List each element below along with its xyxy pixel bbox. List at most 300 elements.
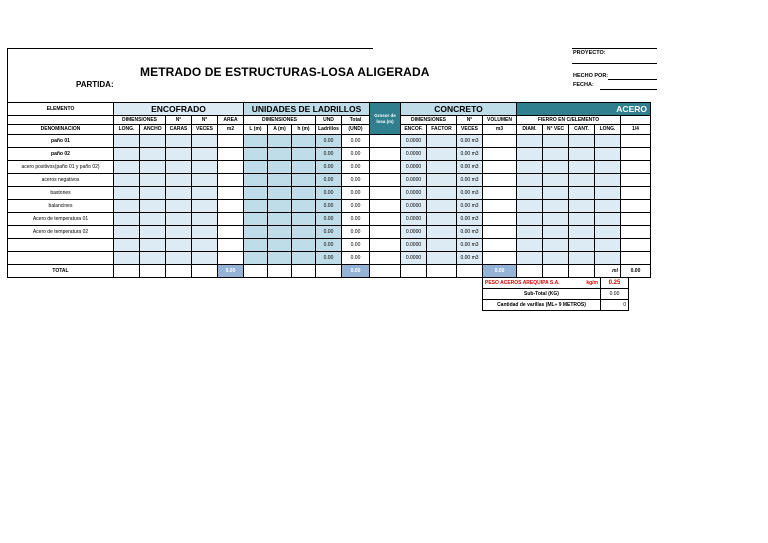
row-volumen: 0.00 m3 bbox=[457, 200, 483, 213]
table-cell bbox=[140, 161, 166, 174]
row-total: 0.00 bbox=[342, 226, 370, 239]
table-cell bbox=[218, 239, 244, 252]
table-cell bbox=[569, 226, 595, 239]
table-cell bbox=[517, 161, 543, 174]
table-cell bbox=[370, 200, 401, 213]
table-cell bbox=[292, 148, 316, 161]
h-ancho: ANCHO bbox=[140, 125, 166, 135]
group-concreto: CONCRETO bbox=[401, 103, 517, 116]
table-cell bbox=[114, 252, 140, 265]
table-cell bbox=[543, 226, 569, 239]
table-cell bbox=[543, 148, 569, 161]
row-volumen: 0.00 m3 bbox=[457, 252, 483, 265]
total-volumen: 0.00 bbox=[483, 265, 517, 278]
row-label: Acero de temperatura 01 bbox=[8, 213, 114, 226]
table-cell bbox=[569, 161, 595, 174]
table-cell bbox=[621, 226, 651, 239]
partida-label: PARTIDA: bbox=[76, 80, 114, 89]
table-cell bbox=[483, 148, 517, 161]
table-cell bbox=[114, 200, 140, 213]
row-label: paño 02 bbox=[8, 148, 114, 161]
table-cell bbox=[292, 187, 316, 200]
table-cell bbox=[292, 161, 316, 174]
table-cell bbox=[244, 252, 268, 265]
table-cell bbox=[268, 161, 292, 174]
table-cell bbox=[595, 226, 621, 239]
total-cell bbox=[192, 265, 218, 278]
row-factor: 0.0000 bbox=[401, 135, 427, 148]
table-cell bbox=[595, 200, 621, 213]
row-factor: 0.0000 bbox=[401, 226, 427, 239]
table-cell bbox=[427, 148, 457, 161]
row-total: 0.00 bbox=[342, 213, 370, 226]
group-grosor-losa bbox=[370, 103, 401, 135]
row-label: balancines bbox=[8, 200, 114, 213]
table-cell bbox=[370, 239, 401, 252]
table-cell bbox=[543, 161, 569, 174]
table-cell bbox=[569, 135, 595, 148]
row-ladrillos: 0.00 bbox=[316, 200, 342, 213]
group-unidades-ladrillos: UNIDADES DE LADRILLOS bbox=[244, 103, 370, 116]
varillas-label: Cantidad de varillas (ML÷ 9 METROS) bbox=[483, 300, 601, 311]
group-encofrado: ENCOFRADO bbox=[114, 103, 244, 116]
table-cell bbox=[192, 252, 218, 265]
table-row bbox=[8, 200, 651, 213]
row-factor: 0.0000 bbox=[401, 200, 427, 213]
row-ladrillos: 0.00 bbox=[316, 187, 342, 200]
total-cell bbox=[292, 265, 316, 278]
table-cell bbox=[595, 239, 621, 252]
group-acero: ACERO bbox=[517, 103, 651, 116]
table-cell bbox=[292, 200, 316, 213]
table-cell bbox=[370, 213, 401, 226]
table-cell bbox=[483, 187, 517, 200]
table-cell bbox=[543, 239, 569, 252]
table-cell bbox=[218, 226, 244, 239]
h-quarter: 1/4 bbox=[621, 125, 651, 135]
table-cell bbox=[621, 200, 651, 213]
table-cell bbox=[543, 200, 569, 213]
row-volumen: 0.00 m3 bbox=[457, 135, 483, 148]
sub-und: UND bbox=[316, 116, 342, 125]
table-cell bbox=[166, 187, 192, 200]
table-cell bbox=[140, 252, 166, 265]
total-cell bbox=[401, 265, 427, 278]
row-factor: 0.0000 bbox=[401, 239, 427, 252]
table-cell bbox=[166, 252, 192, 265]
table-cell bbox=[192, 226, 218, 239]
h-m2: m2 bbox=[218, 125, 244, 135]
table-cell bbox=[268, 135, 292, 148]
table-cell bbox=[427, 213, 457, 226]
table-cell bbox=[483, 200, 517, 213]
grosor-label: Grosor de losa (m) bbox=[374, 112, 396, 124]
hecho-por-label: HECHO POR: bbox=[573, 73, 609, 79]
table-cell bbox=[370, 187, 401, 200]
table-cell bbox=[114, 174, 140, 187]
table-cell bbox=[569, 148, 595, 161]
total-ladrillos: 0.00 bbox=[342, 265, 370, 278]
table-cell bbox=[427, 135, 457, 148]
table-cell bbox=[192, 174, 218, 187]
table-cell bbox=[268, 252, 292, 265]
h-h: h (m) bbox=[292, 125, 316, 135]
table-cell bbox=[244, 135, 268, 148]
row-volumen: 0.00 m3 bbox=[457, 226, 483, 239]
row-factor: 0.0000 bbox=[401, 161, 427, 174]
h-caras: CARAS bbox=[166, 125, 192, 135]
row-ladrillos: 0.00 bbox=[316, 148, 342, 161]
table-cell bbox=[543, 174, 569, 187]
table-cell bbox=[268, 213, 292, 226]
table-cell bbox=[569, 187, 595, 200]
table-cell bbox=[569, 239, 595, 252]
table-cell bbox=[569, 252, 595, 265]
table-cell bbox=[517, 252, 543, 265]
row-total: 0.00 bbox=[342, 135, 370, 148]
sub-dimensiones-ladrillos: DIMENSIONES bbox=[244, 116, 316, 125]
h-m3: m3 bbox=[483, 125, 517, 135]
h-cant: CANT. bbox=[569, 125, 595, 135]
table-cell bbox=[218, 135, 244, 148]
table-cell bbox=[140, 187, 166, 200]
table-cell bbox=[292, 213, 316, 226]
table-row bbox=[8, 135, 651, 148]
table-cell bbox=[114, 226, 140, 239]
table-row bbox=[8, 239, 651, 252]
total-ml-value: 0.00 bbox=[621, 265, 651, 278]
header-top-rule bbox=[7, 48, 373, 49]
table-cell bbox=[218, 187, 244, 200]
table-cell bbox=[483, 213, 517, 226]
table-cell bbox=[166, 148, 192, 161]
table-cell bbox=[244, 174, 268, 187]
h-long2: LONG. bbox=[595, 125, 621, 135]
table-cell bbox=[427, 200, 457, 213]
row-volumen: 0.00 m3 bbox=[457, 239, 483, 252]
denominacion-header: DENOMINACION bbox=[8, 125, 114, 135]
table-cell bbox=[517, 200, 543, 213]
row-label: aceros negativos bbox=[8, 174, 114, 187]
h-ladrillos: Ladrillos bbox=[316, 125, 342, 135]
row-ladrillos: 0.00 bbox=[316, 213, 342, 226]
table-cell bbox=[621, 213, 651, 226]
subtotal-value: 0.00 bbox=[601, 289, 629, 300]
row-volumen: 0.00 m3 bbox=[457, 174, 483, 187]
table-cell bbox=[114, 213, 140, 226]
table-cell bbox=[517, 213, 543, 226]
subtotal-label: Sub-Total (KG) bbox=[483, 289, 601, 300]
table-cell bbox=[166, 174, 192, 187]
table-cell bbox=[621, 135, 651, 148]
table-cell bbox=[166, 161, 192, 174]
table-cell bbox=[517, 187, 543, 200]
table-cell bbox=[569, 200, 595, 213]
table-cell bbox=[140, 200, 166, 213]
metrado-table bbox=[7, 102, 651, 278]
total-cell bbox=[517, 265, 543, 278]
table-cell bbox=[569, 174, 595, 187]
row-factor: 0.0000 bbox=[401, 187, 427, 200]
table-row bbox=[8, 174, 651, 187]
row-ladrillos: 0.00 bbox=[316, 252, 342, 265]
h-veces: VECES bbox=[192, 125, 218, 135]
total-label: TOTAL bbox=[8, 265, 114, 278]
row-factor: 0.0000 bbox=[401, 213, 427, 226]
table-cell bbox=[244, 161, 268, 174]
table-cell bbox=[517, 135, 543, 148]
h-und: (UND) bbox=[342, 125, 370, 135]
peso-aceros-value: 0.25 bbox=[601, 278, 629, 289]
row-total: 0.00 bbox=[342, 200, 370, 213]
peso-aceros-label bbox=[483, 278, 601, 289]
table-cell bbox=[427, 187, 457, 200]
row-factor: 0.0000 bbox=[401, 174, 427, 187]
table-cell bbox=[427, 252, 457, 265]
total-ml-label: ml bbox=[595, 265, 621, 278]
h-factor: FACTOR bbox=[427, 125, 457, 135]
sub-area: AREA bbox=[218, 116, 244, 125]
table-cell bbox=[370, 226, 401, 239]
h-nvec: N° VEC bbox=[543, 125, 569, 135]
table-cell bbox=[140, 213, 166, 226]
sub-n-veces: N° bbox=[192, 116, 218, 125]
total-cell bbox=[166, 265, 192, 278]
row-label: Acero de temperatura 02 bbox=[8, 226, 114, 239]
table-cell bbox=[140, 226, 166, 239]
total-area: 0.00 bbox=[218, 265, 244, 278]
table-cell bbox=[192, 200, 218, 213]
row-volumen: 0.00 m3 bbox=[457, 161, 483, 174]
table-cell bbox=[244, 187, 268, 200]
table-row bbox=[8, 187, 651, 200]
table-cell bbox=[268, 239, 292, 252]
table-cell bbox=[268, 200, 292, 213]
table-cell bbox=[268, 226, 292, 239]
table-cell bbox=[292, 135, 316, 148]
total-cell bbox=[569, 265, 595, 278]
table-cell bbox=[244, 226, 268, 239]
table-row bbox=[8, 213, 651, 226]
sub-fierro: FIERRO EN C/ELEMENTO bbox=[517, 116, 621, 125]
table-cell bbox=[621, 148, 651, 161]
table-cell bbox=[114, 148, 140, 161]
table-cell bbox=[621, 174, 651, 187]
table-cell bbox=[370, 135, 401, 148]
header-top-rule-right bbox=[572, 48, 657, 49]
hecho-por-underline bbox=[608, 79, 657, 80]
table-cell bbox=[370, 161, 401, 174]
row-label bbox=[8, 252, 114, 265]
row-factor: 0.0000 bbox=[401, 252, 427, 265]
sub-n-veces-concreto: N° bbox=[457, 116, 483, 125]
table-cell bbox=[543, 135, 569, 148]
table-cell bbox=[483, 239, 517, 252]
header-left-border bbox=[7, 48, 8, 102]
row-ladrillos: 0.00 bbox=[316, 174, 342, 187]
table-cell bbox=[621, 239, 651, 252]
table-cell bbox=[114, 135, 140, 148]
row-total: 0.00 bbox=[342, 161, 370, 174]
row-factor: 0.0000 bbox=[401, 148, 427, 161]
table-cell bbox=[370, 148, 401, 161]
table-cell bbox=[621, 161, 651, 174]
col-elemento-header: ELEMENTO bbox=[8, 103, 114, 116]
proyecto-label: PROYECTO: bbox=[573, 50, 606, 56]
table-cell bbox=[483, 135, 517, 148]
table-cell bbox=[218, 213, 244, 226]
table-cell bbox=[292, 174, 316, 187]
total-cell bbox=[316, 265, 342, 278]
sub-dimensiones-encofrado: DIMENSIONES bbox=[114, 116, 166, 125]
table-cell bbox=[140, 174, 166, 187]
total-cell bbox=[370, 265, 401, 278]
row-total: 0.00 bbox=[342, 252, 370, 265]
table-cell bbox=[192, 135, 218, 148]
table-cell bbox=[292, 226, 316, 239]
table-cell bbox=[292, 252, 316, 265]
table-cell bbox=[166, 239, 192, 252]
h-encof: ENCOF. bbox=[401, 125, 427, 135]
table-cell bbox=[244, 200, 268, 213]
row-volumen: 0.00 m3 bbox=[457, 187, 483, 200]
acero-weight-table bbox=[482, 277, 629, 311]
fecha-label: FECHA: bbox=[573, 82, 594, 88]
row-total: 0.00 bbox=[342, 174, 370, 187]
table-cell bbox=[292, 239, 316, 252]
table-cell bbox=[268, 148, 292, 161]
table-cell bbox=[114, 239, 140, 252]
table-cell bbox=[166, 226, 192, 239]
table-cell bbox=[192, 187, 218, 200]
table-cell bbox=[166, 213, 192, 226]
table-cell bbox=[517, 226, 543, 239]
table-cell bbox=[140, 148, 166, 161]
table-row bbox=[8, 161, 651, 174]
total-cell bbox=[244, 265, 268, 278]
sub-n-caras: N° bbox=[166, 116, 192, 125]
sub-acero-blank bbox=[621, 116, 651, 125]
table-cell bbox=[218, 200, 244, 213]
elemento-blank bbox=[8, 116, 114, 125]
table-cell bbox=[140, 135, 166, 148]
table-cell bbox=[595, 161, 621, 174]
table-cell bbox=[244, 148, 268, 161]
table-cell bbox=[218, 252, 244, 265]
proyecto-underline bbox=[572, 63, 657, 64]
table-cell bbox=[244, 239, 268, 252]
table-cell bbox=[427, 161, 457, 174]
total-cell bbox=[114, 265, 140, 278]
table-cell bbox=[483, 226, 517, 239]
total-cell bbox=[427, 265, 457, 278]
row-label: paño 01 bbox=[8, 135, 114, 148]
table-row bbox=[8, 148, 651, 161]
table-cell bbox=[370, 252, 401, 265]
table-cell bbox=[218, 174, 244, 187]
row-ladrillos: 0.00 bbox=[316, 226, 342, 239]
sub-total: Total bbox=[342, 116, 370, 125]
table-cell bbox=[595, 252, 621, 265]
row-total: 0.00 bbox=[342, 148, 370, 161]
table-cell bbox=[218, 161, 244, 174]
table-cell bbox=[192, 213, 218, 226]
table-cell bbox=[595, 174, 621, 187]
table-cell bbox=[595, 148, 621, 161]
table-cell bbox=[621, 187, 651, 200]
table-cell bbox=[166, 200, 192, 213]
row-total: 0.00 bbox=[342, 187, 370, 200]
table-cell bbox=[268, 187, 292, 200]
table-cell bbox=[140, 239, 166, 252]
table-cell bbox=[114, 187, 140, 200]
row-volumen: 0.00 m3 bbox=[457, 213, 483, 226]
table-cell bbox=[427, 239, 457, 252]
fecha-underline bbox=[600, 89, 657, 90]
table-cell bbox=[192, 148, 218, 161]
table-cell bbox=[517, 239, 543, 252]
sub-dimensiones-concreto: DIMENSIONES bbox=[401, 116, 457, 125]
table-cell bbox=[621, 252, 651, 265]
page-title: METRADO DE ESTRUCTURAS-LOSA ALIGERADA bbox=[140, 65, 430, 79]
table-cell bbox=[483, 174, 517, 187]
table-cell bbox=[114, 161, 140, 174]
table-row bbox=[8, 226, 651, 239]
total-cell bbox=[140, 265, 166, 278]
h-a: A (m) bbox=[268, 125, 292, 135]
sub-volumen: VOLUMEN bbox=[483, 116, 517, 125]
row-label: acero positivos(paño 01 y paño 02) bbox=[8, 161, 114, 174]
h-l: L (m) bbox=[244, 125, 268, 135]
table-cell bbox=[543, 252, 569, 265]
total-cell bbox=[268, 265, 292, 278]
row-label bbox=[8, 239, 114, 252]
row-ladrillos: 0.00 bbox=[316, 161, 342, 174]
table-cell bbox=[543, 213, 569, 226]
table-cell bbox=[517, 174, 543, 187]
table-cell bbox=[427, 174, 457, 187]
varillas-value: 0 bbox=[601, 300, 629, 311]
row-ladrillos: 0.00 bbox=[316, 239, 342, 252]
table-cell bbox=[483, 252, 517, 265]
table-cell bbox=[166, 135, 192, 148]
kgm-unit: kg/m bbox=[586, 280, 598, 286]
table-cell bbox=[543, 187, 569, 200]
row-ladrillos: 0.00 bbox=[316, 135, 342, 148]
table-cell bbox=[268, 174, 292, 187]
table-cell bbox=[595, 213, 621, 226]
table-cell bbox=[218, 148, 244, 161]
row-total: 0.00 bbox=[342, 239, 370, 252]
table-cell bbox=[483, 161, 517, 174]
table-cell bbox=[192, 161, 218, 174]
total-cell bbox=[457, 265, 483, 278]
table-cell bbox=[595, 187, 621, 200]
table-cell bbox=[192, 239, 218, 252]
table-cell bbox=[370, 174, 401, 187]
h-long: LONG. bbox=[114, 125, 140, 135]
h-veces2: VECES bbox=[457, 125, 483, 135]
table-cell bbox=[569, 213, 595, 226]
peso-aceros-text: PESO ACEROS AREQUIPA S.A. bbox=[485, 280, 560, 286]
total-cell bbox=[543, 265, 569, 278]
h-diam: DIAM. bbox=[517, 125, 543, 135]
table-cell bbox=[517, 148, 543, 161]
row-volumen: 0.00 m3 bbox=[457, 148, 483, 161]
table-cell bbox=[595, 135, 621, 148]
table-row bbox=[8, 252, 651, 265]
row-label: bastones bbox=[8, 187, 114, 200]
